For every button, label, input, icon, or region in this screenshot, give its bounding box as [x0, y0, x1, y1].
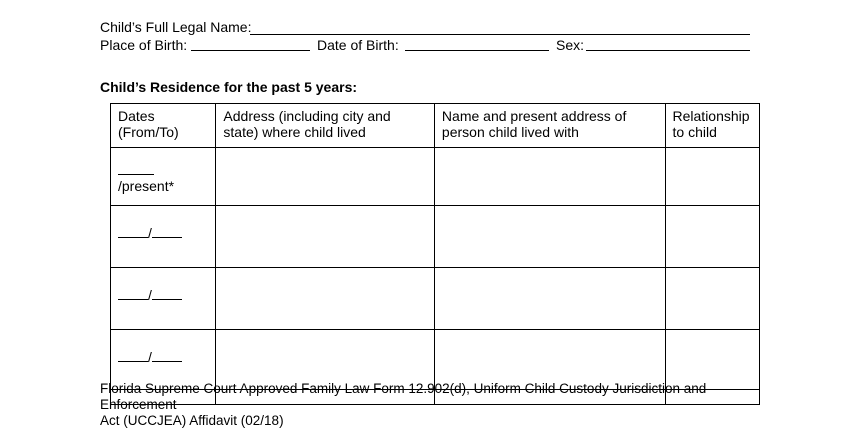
date-slash: / [148, 225, 152, 241]
from-date-blank[interactable] [118, 237, 148, 238]
residence-row [111, 206, 760, 268]
to-date-blank[interactable] [152, 299, 182, 300]
person-cell[interactable] [434, 206, 665, 268]
person-cell[interactable] [434, 148, 665, 206]
footer-line-2: Act (UCCJEA) Affidavit (02/18) [100, 413, 284, 428]
to-date-blank[interactable] [152, 237, 182, 238]
date-cell[interactable] [111, 268, 216, 330]
to-date-blank[interactable] [152, 361, 182, 362]
date-slash: / [148, 349, 152, 365]
date-of-birth-label: Date of Birth: [317, 37, 399, 53]
from-date-blank[interactable] [118, 361, 148, 362]
residence-table [110, 103, 760, 405]
place-of-birth-label: Place of Birth: [100, 37, 188, 53]
address-cell[interactable] [216, 206, 435, 268]
full-name-field[interactable] [250, 34, 750, 35]
relationship-cell[interactable] [665, 148, 759, 206]
from-date-blank[interactable] [118, 299, 148, 300]
residence-row [111, 148, 760, 206]
person-cell[interactable] [434, 268, 665, 330]
date-of-birth-field[interactable] [405, 50, 549, 51]
header-person: Name and present address of person child lived with [434, 104, 665, 148]
from-date-blank[interactable] [118, 174, 154, 175]
residence-row [111, 268, 760, 330]
sex-field[interactable] [586, 50, 750, 51]
date-cell[interactable] [111, 148, 216, 206]
relationship-cell[interactable] [665, 206, 759, 268]
form-footer [100, 381, 760, 429]
address-cell[interactable] [216, 268, 435, 330]
header-relationship: Relationship to child [665, 104, 759, 148]
date-cell[interactable] [111, 206, 216, 268]
footer-line-1: Florida Supreme Court Approved Family Law Form 12.902(d), Uniform Child Custody Jurisdiction and Enforcement [100, 381, 707, 412]
place-of-birth-field[interactable] [191, 50, 310, 51]
residence-header-row [111, 104, 760, 148]
full-name-label: Child’s Full Legal Name: [100, 19, 252, 35]
date-slash: / [148, 287, 152, 303]
present-label: /present* [118, 178, 175, 194]
address-cell[interactable] [216, 148, 435, 206]
header-dates: Dates (From/To) [111, 104, 216, 148]
residence-heading: Child’s Residence for the past 5 years: [100, 79, 358, 95]
relationship-cell[interactable] [665, 268, 759, 330]
sex-label: Sex: [556, 37, 585, 53]
header-address: Address (including city and state) where child lived [216, 104, 435, 148]
